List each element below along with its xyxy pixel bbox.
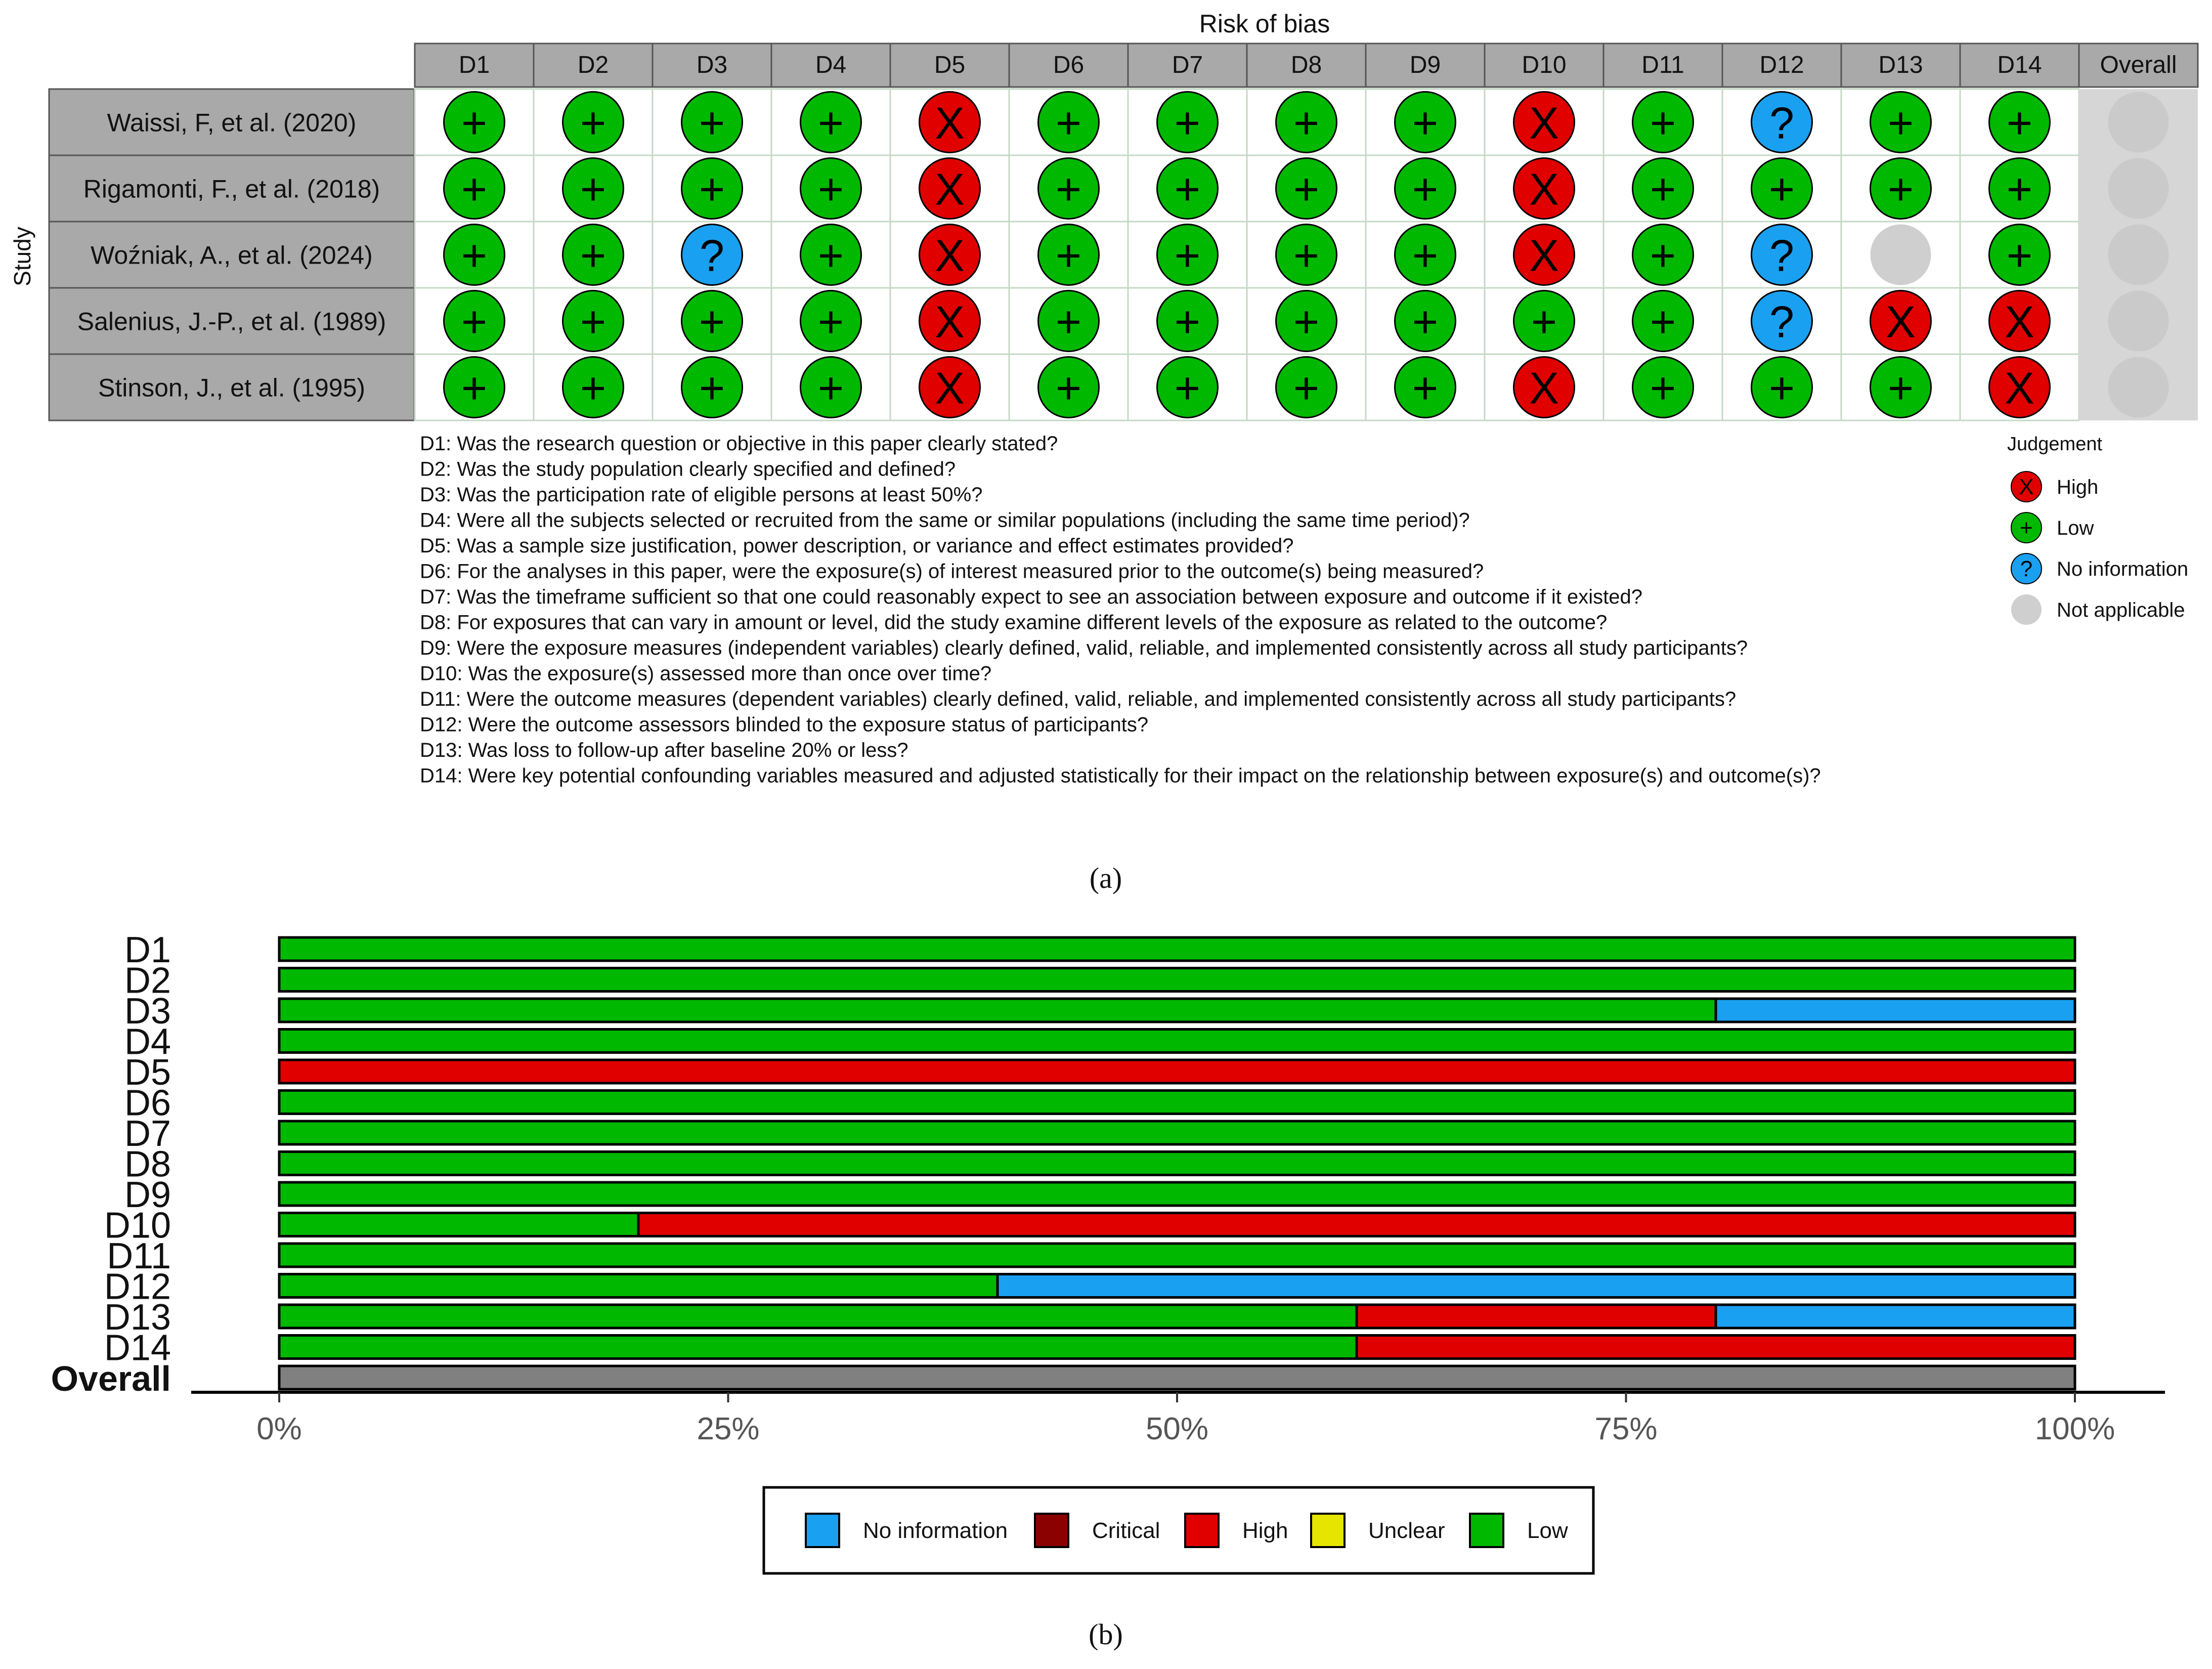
legend-swatch-low	[1470, 1514, 1503, 1547]
legend-swatch-high	[1185, 1514, 1219, 1547]
judgement-symbol: X	[1529, 98, 1559, 148]
legend-label: Low	[1527, 1518, 1568, 1543]
judgement-symbol: +	[1412, 230, 1439, 281]
bar-segment-high	[1357, 1305, 1716, 1328]
x-tick-label: 50%	[1145, 1411, 1209, 1446]
bar-segment-high	[638, 1213, 2075, 1236]
category-label: D12	[104, 1266, 171, 1307]
judgement-symbol: +	[461, 296, 488, 347]
judgement-symbol: +	[1887, 363, 1914, 413]
domain-header-d7: D7	[1172, 52, 1203, 78]
domain-header-d6: D6	[1053, 52, 1085, 78]
category-label: D9	[124, 1175, 171, 1215]
judgement-symbol: +	[699, 98, 725, 148]
overall-marker-blank	[2108, 92, 2169, 153]
domain-question: D3: Was the participation rate of eligible persons at least 50%?	[420, 484, 983, 506]
legend-label: No information	[863, 1518, 1008, 1543]
overall-header-label: Overall	[2100, 52, 2177, 78]
legend-label: High	[1242, 1518, 1288, 1543]
judgement-symbol: X	[935, 164, 965, 215]
domain-question: D5: Was a sample size justification, power description, or variance and effect estimates provided?	[420, 535, 1294, 557]
bar-segment-low	[279, 937, 2075, 961]
domain-question: D4: Were all the subjects selected or recruited from the same or similar populations (including the same time period)?	[420, 509, 1470, 532]
domain-header-d4: D4	[815, 52, 847, 78]
bar-segment-no-information	[997, 1274, 2075, 1298]
panel-a-y-label: Study	[9, 227, 35, 286]
domain-header-d13: D13	[1878, 52, 1923, 78]
domain-header-d1: D1	[458, 52, 490, 78]
judgement-symbol: +	[699, 164, 725, 215]
bar-segment-low	[279, 1213, 638, 1236]
judgement-symbol: +	[1174, 230, 1201, 281]
legend-swatch-no-information	[806, 1514, 839, 1547]
study-label: Woźniak, A., et al. (2024)	[91, 241, 373, 270]
judgement-symbol: +	[1768, 363, 1795, 413]
domain-header-d10: D10	[1522, 52, 1567, 78]
domain-question: D12: Were the outcome assessors blinded to the exposure status of participants?	[420, 713, 1149, 736]
judgement-symbol: +	[699, 363, 725, 413]
domain-header-d14: D14	[1997, 52, 2042, 78]
bar-segment-low	[279, 999, 1716, 1022]
judgement-symbol: +	[1293, 363, 1320, 413]
domain-header-d11: D11	[1641, 52, 1684, 78]
judgement-symbol: +	[1887, 164, 1914, 215]
bar-segment-low	[279, 1244, 2075, 1267]
judgement-symbol: +	[1055, 164, 1082, 215]
domain-header-d8: D8	[1290, 52, 1322, 78]
judgement-symbol: ?	[700, 230, 724, 281]
legend-symbol: X	[2019, 475, 2034, 499]
bar-segment-low	[279, 968, 2075, 992]
bar-segment-low	[279, 1336, 1357, 1359]
domain-question: D11: Were the outcome measures (dependent variables) clearly defined, valid, reliable, and implemented consistently across all study participants?	[420, 688, 1737, 710]
bar-segment-high	[1357, 1336, 2075, 1359]
legend-label: High	[2057, 476, 2099, 498]
domain-header-d9: D9	[1409, 52, 1441, 78]
judgement-symbol: +	[1650, 296, 1676, 347]
category-label: D8	[124, 1144, 171, 1185]
x-tick-label: 25%	[697, 1411, 760, 1446]
judgement-symbol: +	[461, 363, 488, 413]
judgement-symbol: +	[2006, 230, 2033, 281]
bar-segment-low	[279, 1152, 2075, 1175]
bar-segment-low	[279, 1121, 2075, 1144]
judgement-symbol: +	[1412, 98, 1439, 148]
judgement-symbol: +	[1650, 230, 1676, 281]
bar-segment-no-information	[1716, 999, 2075, 1022]
judgement-symbol: +	[1055, 296, 1082, 347]
legend-label: No information	[2057, 558, 2189, 580]
judgement-symbol: +	[461, 230, 488, 281]
judgement-symbol: X	[1529, 230, 1559, 281]
judgement-symbol: +	[817, 164, 844, 215]
panel-b-caption: (b)	[1089, 1618, 1123, 1651]
judgement-symbol: +	[461, 164, 488, 215]
judgement-symbol: X	[1529, 164, 1559, 215]
domain-question: D1: Was the research question or objective in this paper clearly stated?	[420, 433, 1058, 455]
category-label: D14	[104, 1328, 171, 1368]
judgement-symbol: X	[935, 296, 965, 347]
judgement-symbol: +	[580, 363, 606, 413]
judgement-symbol: +	[580, 98, 606, 148]
judgement-symbol: +	[1293, 230, 1320, 281]
judgement-symbol: +	[1650, 98, 1676, 148]
judgement-symbol: +	[1055, 98, 1082, 148]
domain-header-d3: D3	[696, 52, 728, 78]
bar-segment-overall	[279, 1366, 2075, 1389]
judgement-symbol: +	[1055, 363, 1082, 413]
judgement-symbol: +	[1174, 363, 1201, 413]
judgement-symbol: X	[1529, 363, 1559, 413]
bar-segment-low	[279, 1091, 2075, 1114]
category-label: Overall	[51, 1359, 171, 1398]
judgement-symbol: +	[817, 296, 844, 347]
legend-swatch-critical	[1035, 1514, 1068, 1547]
category-label: D6	[124, 1083, 171, 1124]
legend-label: Unclear	[1368, 1518, 1445, 1543]
x-tick-label: 100%	[2034, 1411, 2115, 1446]
judgement-symbol: +	[1412, 363, 1439, 413]
judgement-symbol: X	[935, 98, 965, 148]
bar-segment-low	[279, 1305, 1357, 1328]
judgement-symbol: +	[580, 296, 606, 347]
domain-question: D6: For the analyses in this paper, were the exposure(s) of interest measured prior to the outcome(s) being measured?	[420, 560, 1484, 583]
judgement-symbol: +	[817, 98, 844, 148]
study-label: Waissi, F, et al. (2020)	[107, 108, 357, 137]
judgement-symbol: ?	[1769, 98, 1794, 148]
overall-marker-blank	[2108, 158, 2169, 219]
judgement-symbol: +	[461, 98, 488, 148]
judgement-symbol: +	[1174, 98, 1201, 148]
bar-segment-low	[279, 1030, 2075, 1053]
legend-label: Not applicable	[2057, 599, 2185, 621]
judgement-symbol: ?	[1769, 296, 1794, 347]
x-tick-label: 75%	[1594, 1411, 1658, 1446]
study-label: Salenius, J.-P., et al. (1989)	[77, 307, 386, 336]
x-tick-label: 0%	[256, 1411, 302, 1446]
category-label: D13	[104, 1297, 171, 1338]
judgement-symbol: +	[2006, 98, 2033, 148]
judgement-symbol: +	[580, 230, 606, 281]
category-label: D7	[124, 1114, 171, 1154]
category-label: D10	[104, 1205, 171, 1246]
judgement-legend-title: Judgement	[2007, 434, 2103, 455]
judgement-symbol: X	[2005, 363, 2034, 413]
study-rows	[49, 89, 2198, 420]
domain-question: D2: Was the study population clearly specified and defined?	[420, 458, 956, 481]
judgement-symbol: +	[1174, 296, 1201, 347]
judgement-symbol: +	[1531, 296, 1557, 347]
domain-question: D10: Was the exposure(s) assessed more than once over time?	[420, 662, 992, 685]
category-label: D2	[124, 960, 171, 1001]
judgement-symbol: +	[1650, 363, 1676, 413]
judgement-symbol: +	[1293, 98, 1320, 148]
legend-label: Critical	[1092, 1518, 1160, 1543]
judgement-symbol: X	[1886, 296, 1916, 347]
judgement-symbol: ?	[1769, 230, 1794, 281]
judgement-symbol: +	[817, 230, 844, 281]
summary-bars	[279, 937, 2075, 1389]
judgement-symbol: X	[935, 363, 965, 413]
judgement-symbol: +	[1887, 98, 1914, 148]
summary-legend	[764, 1487, 1593, 1573]
category-label: D4	[124, 1021, 171, 1062]
study-label: Stinson, J., et al. (1995)	[98, 373, 366, 402]
legend-swatch-unclear	[1311, 1514, 1344, 1547]
category-label: D5	[124, 1052, 171, 1093]
panel-a-title: Risk of bias	[1199, 10, 1330, 38]
bar-segment-low	[279, 1182, 2075, 1206]
judgement-symbol: +	[1174, 164, 1201, 215]
judgement-symbol: +	[817, 363, 844, 413]
judgement-symbol: +	[1293, 296, 1320, 347]
judgement-symbol: +	[1055, 230, 1082, 281]
domain-question: D8: For exposures that can vary in amount or level, did the study examine different levels of the exposure as related to the outcome?	[420, 611, 1608, 634]
judgement-symbol: +	[1412, 164, 1439, 215]
bar-segment-no-information	[1716, 1305, 2075, 1328]
judgement-symbol: +	[580, 164, 606, 215]
overall-marker-blank	[2108, 357, 2169, 418]
legend-symbol: ?	[2020, 557, 2033, 581]
judgement-symbol: +	[1412, 296, 1439, 347]
panel-a-caption: (a)	[1089, 862, 1122, 894]
category-label: D11	[107, 1236, 171, 1276]
judgement-symbol: X	[935, 230, 965, 281]
legend-marker-not-applicable	[2011, 594, 2042, 625]
category-label: D3	[124, 991, 171, 1032]
judgement-symbol: +	[2006, 164, 2033, 215]
judgement-symbol: +	[1650, 164, 1676, 215]
domain-question: D9: Were the exposure measures (independent variables) clearly defined, valid, reliable, and implemented consistently across all study participants?	[420, 637, 1748, 659]
category-label: D1	[124, 930, 171, 970]
judgement-symbol: X	[2005, 296, 2034, 347]
domain-question: D14: Were key potential confounding variables measured and adjusted statistically for their impact on the relationship between exposure(s) and outcome(s)?	[420, 764, 1821, 787]
domain-header-row	[415, 44, 2198, 87]
domain-header-d12: D12	[1759, 52, 1804, 78]
judgement-symbol: +	[699, 296, 725, 347]
bar-segment-high	[279, 1060, 2075, 1083]
domain-question: D13: Was loss to follow-up after baseline 20% or less?	[420, 739, 908, 761]
study-label: Rigamonti, F., et al. (2018)	[83, 175, 380, 203]
legend-symbol: +	[2020, 516, 2033, 540]
domain-question: D7: Was the timeframe sufficient so that one could reasonably expect to see an association between exposure and outcome if it existed?	[420, 586, 1642, 608]
overall-marker-blank	[2108, 291, 2169, 352]
domain-header-d2: D2	[577, 52, 609, 78]
judgement-marker-not-applicable	[1871, 225, 1931, 285]
bar-segment-low	[279, 1274, 997, 1298]
overall-marker-blank	[2108, 225, 2169, 285]
domain-header-d5: D5	[934, 52, 966, 78]
judgement-symbol: +	[1768, 164, 1795, 215]
judgement-symbol: +	[1293, 164, 1320, 215]
legend-label: Low	[2057, 517, 2094, 539]
